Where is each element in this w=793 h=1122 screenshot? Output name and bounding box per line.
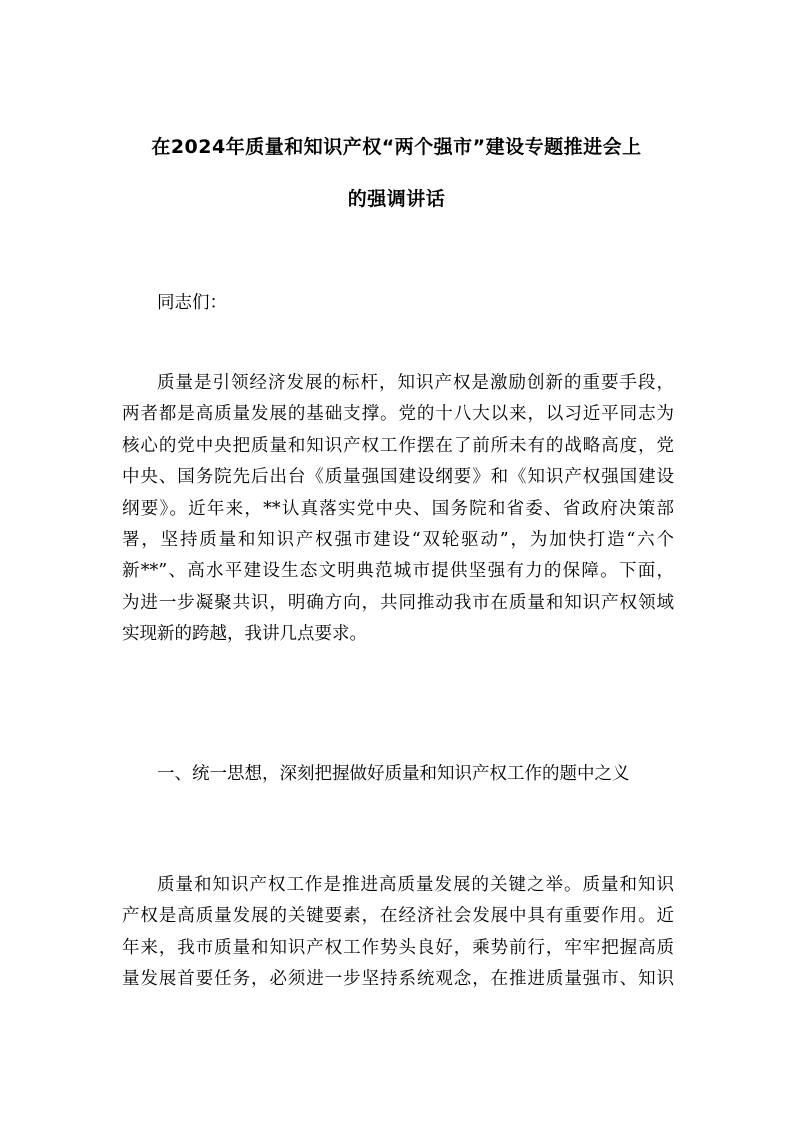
paragraph-2 [122, 870, 674, 996]
paragraph-1-line: 署，坚持质量和知识产权强市建设“双轮驱动”，为加快打造“六个 [122, 529, 674, 550]
paragraph-1-line: 两者都是高质量发展的基础支撑。党的十八大以来，以习近平同志为 [122, 404, 674, 425]
paragraph-2-line: 产权是高质量发展的关键要素，在经济社会发展中具有重要作用。近 [122, 906, 674, 927]
paragraph-1-line: 为进一步凝聚共识，明确方向，共同推动我市在质量和知识产权领域 [122, 592, 674, 613]
paragraph-1-line: 质量是引领经济发展的标杆，知识产权是激励创新的重要手段， [157, 373, 674, 393]
document-title-line-1: 在2024年质量和知识产权“两个强市”建设专题推进会上 [151, 136, 642, 158]
paragraph-1-line: 新**”、高水平建设生态文明典范城市提供坚强有力的保障。下面， [122, 561, 674, 582]
paragraph-2-line: 年来，我市质量和知识产权工作势头良好，乘势前行，牢牢把握高质 [122, 937, 674, 958]
document-title-line-2: 的强调讲话 [347, 188, 446, 210]
greeting: 同志们： [157, 293, 227, 313]
paragraph-1-line: 实现新的跨越，我讲几点要求。 [122, 624, 367, 645]
paragraph-2-line: 量发展首要任务，必须进一步坚持系统观念，在推进质量强市、知识 [122, 969, 674, 990]
paragraph-2-line: 质量和知识产权工作是推进高质量发展的关键之举。质量和知识 [157, 875, 674, 895]
paragraph-1 [122, 368, 674, 651]
paragraph-1-line: 中央、国务院先后出台《质量强国建设纲要》和《知识产权强国建设 [122, 467, 674, 488]
paragraph-1-line: 核心的党中央把质量和知识产权工作摆在了前所未有的战略高度，党 [122, 435, 674, 456]
section-heading-1: 一、统一思想，深刻把握做好质量和知识产权工作的题中之义 [157, 764, 630, 784]
paragraph-1-line: 纲要》。近年来，**认真落实党中央、国务院和省委、省政府决策部 [122, 498, 674, 519]
